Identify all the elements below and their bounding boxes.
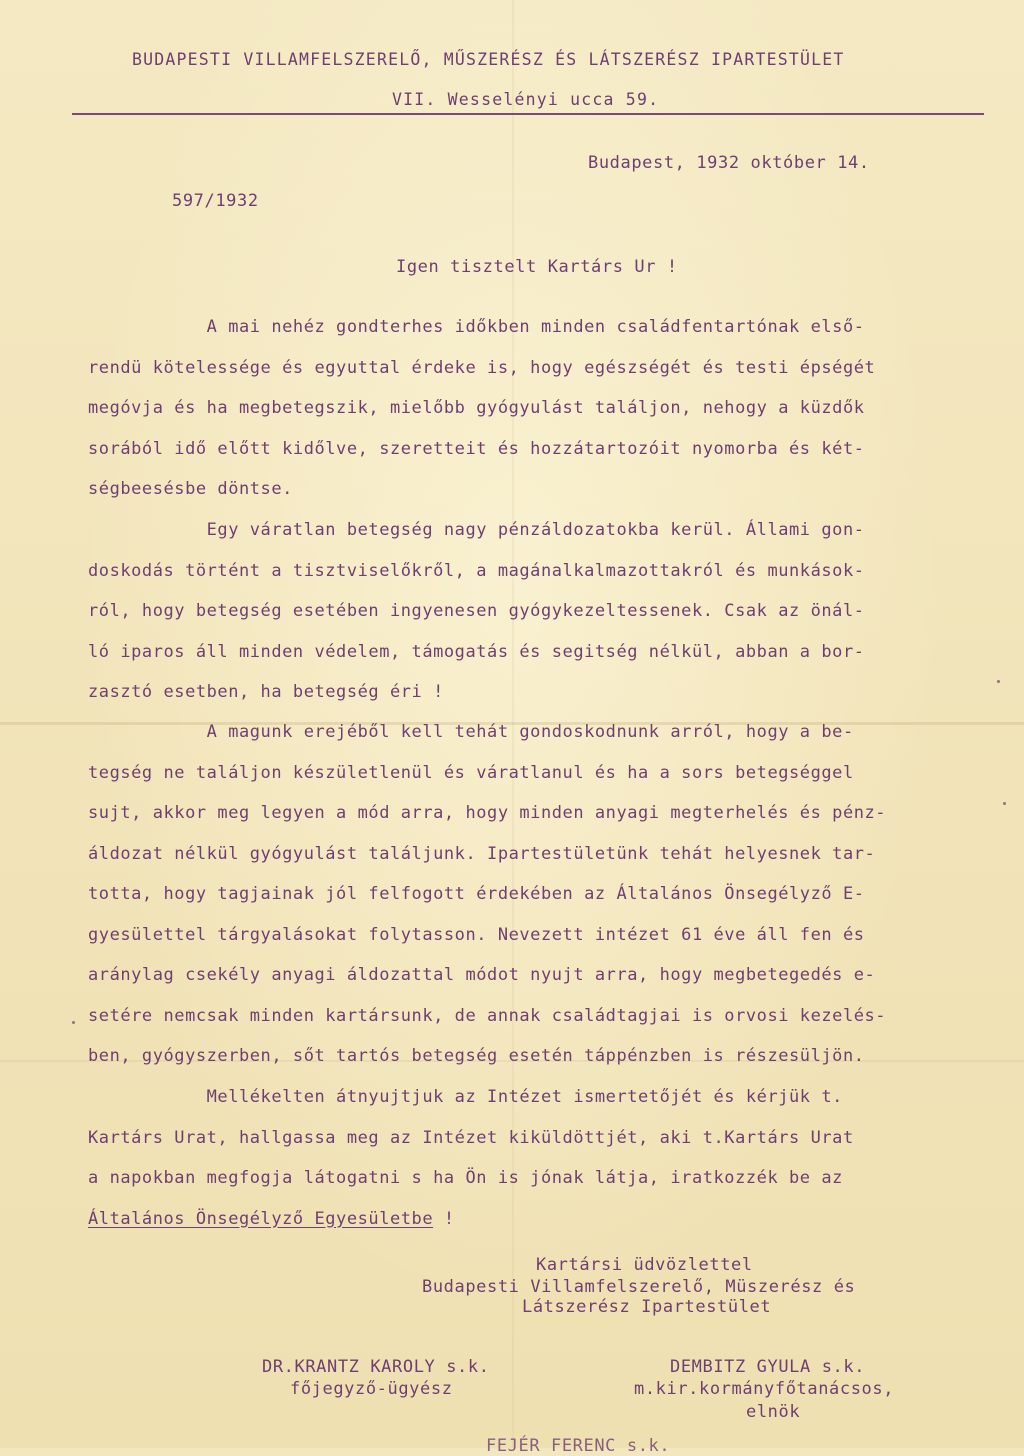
letterhead-organization: BUDAPESTI VILLAMFELSZERELŐ, MŰSZERÉSZ ÉS LÁTSZERÉSZ IPARTESTÜLET (132, 50, 845, 69)
paragraph-line: áldozat nélkül gyógyulást találjunk. Ipartestületünk tehát helyesnek tar- (88, 843, 876, 864)
closing-organization-line1: Budapesti Villamfelszerelő, Müszerész és (422, 1277, 856, 1297)
paragraph-line: Kartárs Urat, hallgassa meg az Intézet kiküldöttjét, aki t.Kartárs Urat (88, 1127, 854, 1148)
paragraph-line: setére nemcsak minden kartársunk, de annak családtagjai is orvosi kezelés- (88, 1005, 887, 1026)
paragraph-1 (88, 317, 988, 520)
paragraph-line: tegség ne találjon készületlenül és váratlanul és ha a sors betegséggel (88, 762, 854, 783)
paragraph-line: sujt, akkor meg legyen a mód arra, hogy minden anyagi megterhelés és pénz- (88, 803, 887, 823)
closing-organization-line2: Látszerész Ipartestület (522, 1297, 772, 1317)
paragraph-2 (88, 520, 988, 723)
paragraph-line: ségbeesésbe döntse. (88, 479, 293, 499)
paragraph-line: rendü kötelessége és egyuttal érdeke is, hogy egészségét és testi épségét (88, 357, 876, 378)
paragraph-line: ló iparos áll minden védelem, támogatás és segitség nélkül, abban a bor- (88, 641, 865, 662)
ink-speck (997, 680, 1000, 683)
salutation: Igen tisztelt Kartárs Ur ! (396, 257, 678, 277)
paragraph-line: totta, hogy tagjainak jól felfogott érdekében az Általános Önsegélyző E- (88, 884, 865, 904)
paragraph-line: zasztó esetben, ha betegség éri ! (88, 682, 444, 702)
paragraph-line: ben, gyógyszerben, sőt tartós betegség esetén táppénzben is részesüljön. (88, 1046, 865, 1066)
paragraph-line: Mellékelten átnyujtjuk az Intézet ismertetőjét és kérjük t. (88, 1087, 843, 1107)
paragraph-line: a napokban megfogja látogatni s ha Ön is jónak látja, iratkozzék be az (88, 1168, 843, 1188)
closing-greeting: Kartársi üdvözlettel (536, 1255, 753, 1275)
letterhead-rule (72, 113, 984, 115)
paragraph-line: ról, hogy betegség esetében ingyenesen gyógykezeltessenek. Csak az önál- (88, 601, 865, 621)
signatory-left-name: DR.KRANTZ KAROLY s.k. (262, 1357, 490, 1377)
signatory-right-name: DEMBITZ GYULA s.k. (670, 1357, 866, 1377)
signatory-right-role: elnök (746, 1402, 801, 1422)
ink-speck (1003, 802, 1006, 805)
paragraph-3 (88, 722, 988, 1087)
signatory-left-title: főjegyző-ügyész (290, 1379, 453, 1399)
paragraph-line: megóvja és ha megbetegszik, mielőbb gyógyulást találjon, nehogy a küzdők (88, 398, 865, 418)
association-name-underlined: Általános Önsegélyző Egyesületbe (88, 1208, 434, 1229)
paragraph-line: doskodás történt a tisztviselőkről, a magánalkalmazottakról és munkások- (88, 560, 865, 581)
paragraph-line: A mai nehéz gondterhes időkben minden családfentartónak első- (88, 317, 865, 337)
ink-speck (72, 1021, 75, 1024)
signatory-right-title: m.kir.kormányfőtanácsos, (634, 1379, 895, 1399)
paragraph-line: A magunk erejéből kell tehát gondoskodnunk arról, hogy a be- (88, 722, 854, 742)
paragraph-line: sorából idő előtt kidőlve, szeretteit és hozzátartozóit nyomorba és két- (88, 438, 865, 459)
paragraph-4 (88, 1087, 988, 1249)
letter-date: Budapest, 1932 október 14. (588, 153, 870, 173)
paragraph-line: aránylag csekély anyagi áldozattal módot nyujt arra, hogy megbetegedés e- (88, 965, 876, 985)
cut-off-bottom-text: FEJÉR FERENC s.k. (486, 1436, 671, 1456)
paragraph-line: Egy váratlan betegség nagy pénzáldozatokba kerül. Állami gon- (88, 520, 865, 540)
paragraph-last-line (88, 1209, 988, 1250)
reference-number: 597/1932 (172, 191, 259, 211)
closing-exclamation: ! (433, 1208, 455, 1229)
paragraph-line: gyesülettel tárgyalásokat folytasson. Nevezett intézet 61 éve áll fen és (88, 924, 865, 945)
letterhead-address: VII. Wesselényi ucca 59. (392, 90, 660, 109)
